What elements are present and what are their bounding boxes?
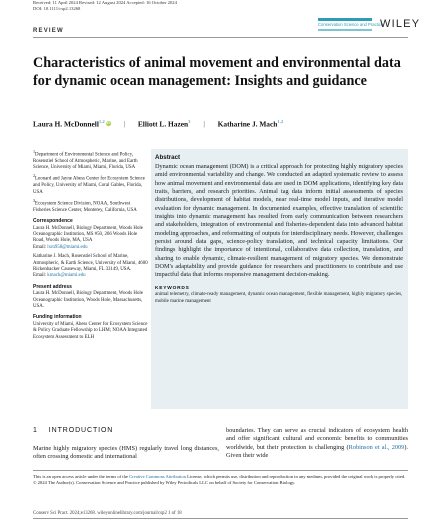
citation-link[interactable]: Robinson et al., 2009	[348, 443, 405, 451]
bottom-divider	[33, 518, 408, 519]
correspondence-author-2	[33, 254, 148, 280]
intro-text: boundaries. They can serve as crucial indicators of ecosystem health and offer significant cultural and economic benefits to communities worldwide, but their protection is challenging (	[226, 427, 408, 451]
author-affiliation-sup: 3	[188, 119, 191, 124]
author-list	[33, 119, 283, 128]
author-name[interactable]: Laura H. McDonnell	[33, 119, 99, 129]
affiliation-number: 1	[33, 149, 36, 154]
author-name[interactable]: Elliott L. Hazen	[137, 119, 189, 129]
journal-logo-bar	[318, 18, 372, 21]
license-text: This is an open access article under the terms of the	[33, 474, 130, 479]
email-link[interactable]: kmach@miami.edu	[47, 273, 86, 279]
intro-text: ). Given their wide	[226, 443, 408, 460]
article-title: Characteristics of animal movement and environmental data for dynamic ocean management: Insights and guidance	[33, 55, 401, 89]
present-address-text: Laura H. McDonnell, Biology Department, Woods Hole Oceanographic Institution, Woods Hole, Massachusetts, USA.	[33, 291, 143, 309]
author-affiliation-sup: 1,2	[277, 119, 284, 124]
abstract-heading: Abstract	[155, 154, 181, 161]
affiliation	[33, 173, 148, 196]
email-label: Email:	[33, 273, 47, 279]
page-footer-line: Conserv Sci Pract. 2024;e13268. wileyonlinelibrary.com/journal/csp2 1 of 18	[33, 511, 182, 516]
section-number: 1	[33, 427, 38, 434]
doi-line[interactable]: DOI: 10.1111/csp2.13268	[33, 6, 81, 11]
correspondence-heading: Correspondence	[33, 218, 73, 225]
affiliation-text: Ecosystem Science Division, NOAA, Southwest Fisheries Science Center, Monterey, California, USA	[33, 201, 137, 213]
funding-heading: Funding information	[33, 314, 82, 321]
publisher-logo[interactable]: WILEY	[380, 18, 421, 30]
journal-logo[interactable]	[318, 18, 384, 32]
affiliation	[33, 198, 148, 214]
abstract-text: Dynamic ocean management (DOM) is a critical approach for protecting highly migratory species amid environmental variability and change. We conducted an adapted systematic review to assess how animal movement and environmental data are used in DOM applications, identifying key data traits, barriers, and research priorities. Animal tag data inform initial assessments of species distributions, development of habitat models, near real-time model inputs, and iterative model evaluation for dynamic management. In documented examples, effective translation of scientific insights into dynamic management has resulted from early communication between researchers and stakeholders, integration of environmental and fisheries-dependent data into advanced habitat modeling approaches, and reformatting of outputs for interdisciplinary needs. However, challenges persist around data gaps, science-policy translation, and technical capacity limitations. Our findings highlight the importance of intentional, collaborative data collection, translation, and sharing to enable dynamic, climate-resilient management of migratory species. We demonstrate DOM's adaptability and provide guidance for researchers and practitioners to contribute and use impactful data that informs responsive management decision-making.	[155, 163, 403, 279]
correspondence-author-1	[33, 226, 148, 252]
affiliation-text: Leonard and Jayne Abess Center for Ecosystem Science and Policy, University of Miami, Coral Gables, Florida, USA	[33, 176, 145, 195]
author-separator: |	[203, 119, 205, 129]
author-name[interactable]: Katharine J. Mach	[217, 119, 278, 129]
journal-logo-bar-lower	[318, 29, 372, 31]
correspondence-address: Katharine J. Mach, Rosenstiel School of Marine, Atmospheric, & Earth Science, University of Miami, 4600 Rickenbacker Causeway, Miami, FL 33149, USA.	[33, 254, 148, 272]
author-separator: |	[123, 119, 125, 129]
header-divider	[33, 37, 408, 38]
journal-logo-text: Conservation Science and Practice	[318, 22, 384, 27]
dates-line: Received: 11 April 2024 Revised: 12 August 2024 Accepted: 16 October 2024	[33, 0, 177, 5]
license-footer	[33, 474, 408, 486]
article-dates	[33, 0, 177, 12]
affiliation	[33, 149, 148, 172]
present-address-heading: Present address	[33, 283, 72, 290]
section-title: INTRODUCTION	[48, 427, 114, 434]
correspondence-address: Laura H. McDonnell, Biology Department, Woods Hole Oceanographic Institution, MS #50, 266 Woods Hole Road, Woods Hole, MA, USA	[33, 225, 143, 244]
section-heading-introduction	[33, 427, 113, 434]
keywords-heading: KEYWORDS	[155, 285, 190, 291]
license-text: License, which permits use, distribution and reproduction in any medium, provided the original work is properly cited.	[185, 474, 406, 479]
funding-text: University of Miami, Abess Center for Ecosystem Science & Policy Graduate Fellowship to LHM; NOAA Integrated Ecosystem Assessment to ELH	[33, 321, 148, 340]
author-affiliation-sup: 1,2	[98, 119, 105, 124]
keywords-text: animal telemetry, climate-ready management, dynamic ocean management, flexible management, highly migratory species, mobile marine management	[155, 292, 403, 304]
affiliation-text: Department of Environmental Science and Policy, Rosenstiel School of Atmospheric, Marine, and Earth Science, University of Miami, Miami, Florida, USA	[33, 152, 138, 171]
copyright-line: © 2024 The Author(s). Conservation Science and Practice published by Wiley Periodicals LLC on behalf of Society for Conservation Biology.	[33, 480, 296, 486]
email-link[interactable]: lxm958@miami.edu	[47, 244, 88, 250]
license-link[interactable]: Creative Commons Attribution	[129, 474, 186, 479]
affiliation-number: 2	[33, 173, 36, 179]
intro-paragraph-right	[226, 427, 408, 461]
email-label: Email:	[33, 244, 47, 250]
section-label: REVIEW	[33, 28, 64, 34]
orcid-icon[interactable]: iD	[106, 121, 110, 126]
article-sidebar	[33, 149, 148, 344]
affiliation-number: 3	[33, 197, 36, 203]
intro-paragraph-left: Marine highly migratory species (HMS) regularly travel long distances, often crossing domestic and international	[33, 445, 219, 461]
abstract-box	[151, 149, 408, 409]
footer-divider	[33, 470, 408, 471]
